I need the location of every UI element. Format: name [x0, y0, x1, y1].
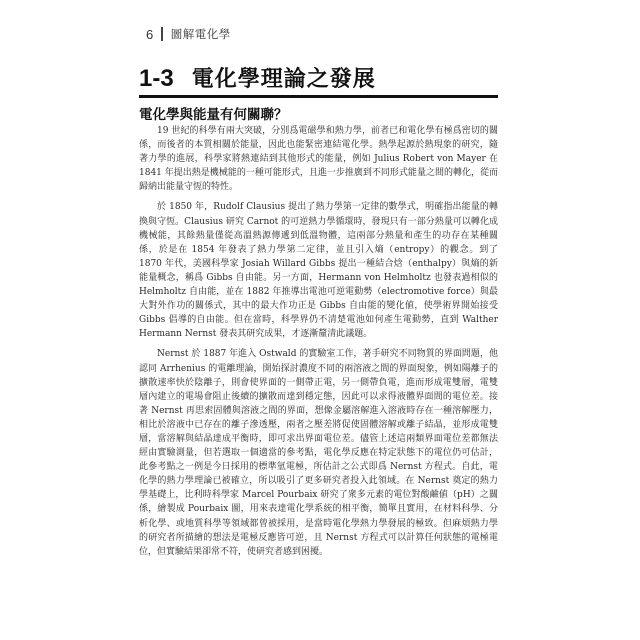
page-number: 6: [146, 26, 154, 42]
chapter-title: 電化學理論之發展: [191, 67, 376, 92]
paragraph-2: 於 1850 年，Rudolf Clausius 提出了熱力學第一定律的數學式，明確指出能量的轉換與守恆。Clausius 研究 Carnot 的可逆熱力學循環時，發現只有一部分熱量可以轉化成機械能，其餘熱量僅從高溫熱源傳遞到低溫物體，這兩部分熱量和產生的功存在某種關係，於是在 1854 年發表了熱力學第二定律，並且引入熵（entropy）的觀念。到了 1870 年代，美國科學家 Josiah Willard Gibbs 提出一種結合焓（enthalpy）與熵的新能量概念，稱爲 Gibbs 自由能。另一方面，Hermann von Helmholtz 也發表過相似的 Helmholtz 自由能，並在 1882 年推導出電池可逆電動勢（electromotive force）與最大對外作功的關係式，其中的最大作功正是 Gibbs 自由能的變化値，使學術界開始接受 Gibbs 倡導的自由能。但在當時，科學界仍不清楚電池如何產生電動勢，直到 Walther Hermann Nernst 發表其研究成果，才逐漸釐清此議題。: [139, 202, 498, 340]
running-title: 圖解電化學: [170, 27, 231, 41]
paragraph-1: 19 世紀的科學有兩大突破，分別爲電磁學和熱力學，前者已和電化學有極爲密切的關係，而後者的本質相關於能量，因此也能緊密連結電化學。熱學起源於熱現象的研究，隨著力學的進展，科學家將熱連結到其他形式的能量，例如 Julius Robert von Mayer 在 1841 年提出熱是機械能的一種可能形式，且進一步推廣到不同形式能量之間的轉化，從而歸納出能量守恆的特性。: [139, 126, 498, 193]
chapter-number: 1-3: [139, 65, 174, 92]
header-divider: [161, 27, 163, 41]
chapter-rule: [139, 95, 498, 98]
chapter-heading: [139, 62, 376, 93]
section-title: 電化學與能量有何關聯？: [139, 107, 288, 123]
paragraph-3: Nernst 於 1887 年進入 Ostwald 的實驗室工作，著手研究不同物質的界面問題，他認同 Arrhenius 的電離理論，開始探討濃度不同的兩溶液之間的界面現象，例如陽離子的擴散速率快於陰離子，則會使界面的一側帶正電，另一側帶負電，進而形成電雙層，電雙層內建立的電場會阻止後續的擴散而達到穩定態，因此可以求得液體界面間的電位差。接著 Nernst 再思索固體與溶液之間的界面，想像金屬溶解進入溶液時存在一種溶解壓力，相比於溶液中已存在的離子滲透壓，兩者之壓差將促使固體溶解或離子結晶，並形成電雙層，當溶解與結晶達成平衡時，即可求出界面電位差。儘管上述這兩類界面電位差都無法經由實驗測量，但若選取一個適當的參考點，電化學反應在特定狀態下的電位仍可估計，此參考點之一例是今日採用的標準氫電極，所估計之公式即爲 Nernst 方程式。自此，電化學的熱力學理論已被確立，所以吸引了更多研究者投入此領域。在 Nernst 奠定的熱力學基礎上，比利時科學家 Marcel Pourbaix 研究了衆多元素的電位對酸鹼値（pH）之關係，繪製成 Pourbaix 圖，用來表達電化學系統的相平衡，簡單且實用，在材料科學、分析化學、或地質科學等領域都曾被採用，是當時電化學熱力學發展的極致。但麻煩熱力學的研究者所描繪的想法是電極反應皆可逆，且 Nernst 方程式可以計算任何狀態的電極電位，但實驗結果卻常不符，使研究者感到困擾。: [139, 349, 498, 557]
running-header: [146, 26, 231, 42]
body-text: [139, 124, 498, 565]
